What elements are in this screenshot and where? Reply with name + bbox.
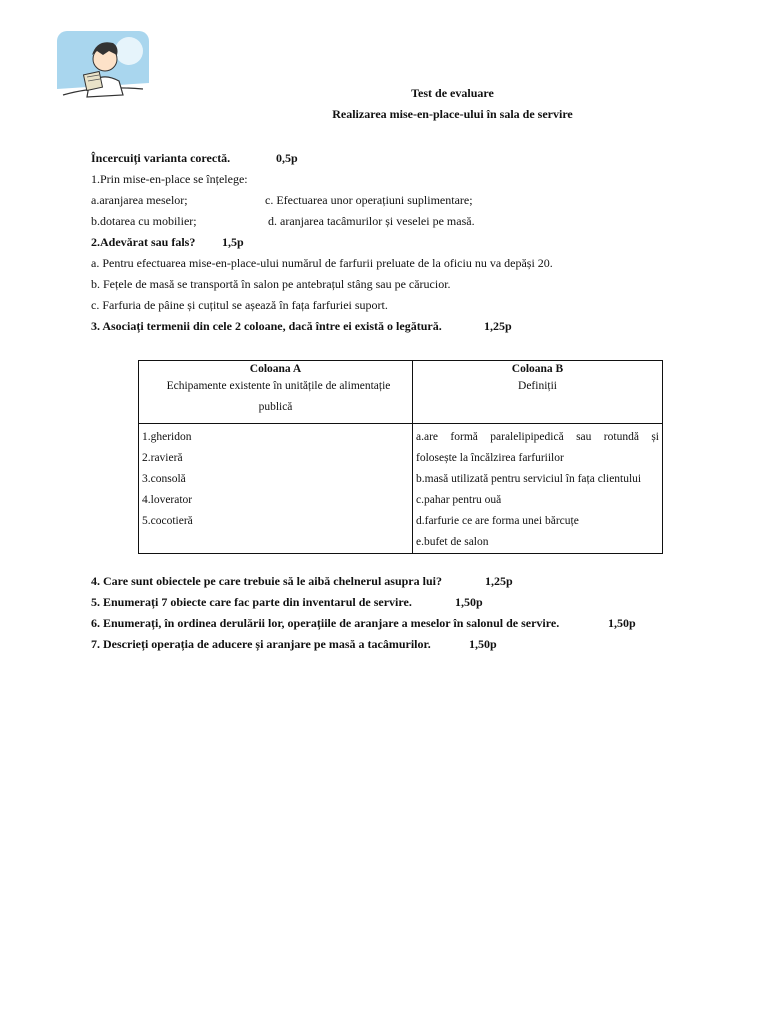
column-a-subtitle-line1: Echipamente existente în unitățile de alimentație bbox=[166, 380, 391, 392]
list-item: 5.cocotieră bbox=[142, 515, 193, 527]
list-item: 3.consolă bbox=[142, 473, 186, 485]
question-6-points: 1,50p bbox=[608, 616, 636, 630]
option-c: c. Efectuarea unor operațiuni suplimentare; bbox=[265, 193, 473, 207]
column-a-subtitle bbox=[142, 376, 409, 397]
section2-points: 1,5p bbox=[222, 235, 244, 249]
table-header-row bbox=[139, 361, 663, 424]
question-7: 7. Descrieți operația de aducere și aranjare pe masă a tacâmurilor. bbox=[91, 637, 431, 651]
question-1: 1.Prin mise-en-place se înțelege: bbox=[91, 172, 248, 186]
table-row bbox=[139, 424, 663, 554]
section2-heading: 2.Adevărat sau fals? bbox=[91, 235, 196, 249]
list-item: a.are formă paralelipipedică sau rotundă și bbox=[416, 431, 659, 443]
true-false-item: b. Fețele de masă se transportă în salon pe antebrațul stâng sau pe cărucior. bbox=[91, 277, 451, 291]
document-subtitle: Realizarea mise-en-place-ului în sala de servire bbox=[332, 107, 573, 121]
section1-points: 0,5p bbox=[276, 151, 298, 165]
question-4-points: 1,25p bbox=[485, 574, 513, 588]
column-a-list bbox=[139, 424, 413, 554]
list-item: c.pahar pentru ouă bbox=[416, 494, 502, 506]
document-title: Test de evaluare bbox=[411, 86, 494, 100]
column-b-header bbox=[413, 361, 663, 424]
column-a-subtitle-line2: publică bbox=[258, 401, 293, 413]
column-a-header bbox=[139, 361, 413, 424]
question-5: 5. Enumerați 7 obiecte care fac parte din inventarul de servire. bbox=[91, 595, 412, 609]
list-item: e.bufet de salon bbox=[416, 536, 489, 548]
list-item: d.farfurie ce are forma unei bărcuțe bbox=[416, 515, 579, 527]
list-item: b.masă utilizată pentru serviciul în fața clientului bbox=[416, 473, 642, 485]
list-item: folosește la încălzirea farfuriilor bbox=[416, 452, 564, 464]
section1-heading bbox=[91, 151, 230, 165]
association-table bbox=[138, 360, 663, 554]
section3-heading: 3. Asociați termenii din cele 2 coloane, dacă între ei există o legătură. bbox=[91, 319, 442, 333]
column-a-title: Coloana A bbox=[249, 363, 302, 375]
column-b-title: Coloana B bbox=[511, 363, 564, 375]
option-a: a.aranjarea meselor; bbox=[91, 193, 188, 207]
section1-instruction: Încercuiți varianta corectă. bbox=[91, 151, 231, 165]
list-item: 2.ravieră bbox=[142, 452, 183, 464]
list-item: 1.gheridon bbox=[142, 431, 192, 443]
question-6: 6. Enumerați, în ordinea derulării lor, operațiile de aranjare a meselor în salonul de servire. bbox=[91, 616, 560, 630]
true-false-item: c. Farfuria de pâine și cuțitul se așează în fața farfuriei suport. bbox=[91, 298, 388, 312]
section3-points: 1,25p bbox=[484, 319, 512, 333]
question-4: 4. Care sunt obiectele pe care trebuie să le aibă chelnerul asupra lui? bbox=[91, 574, 442, 588]
question-7-points: 1,50p bbox=[469, 637, 497, 651]
question-5-points: 1,50p bbox=[455, 595, 483, 609]
student-reading-icon bbox=[57, 31, 149, 111]
column-b-subtitle: Definiții bbox=[518, 380, 557, 392]
option-d: d. aranjarea tacâmurilor și veselei pe masă. bbox=[268, 214, 475, 228]
list-item: 4.loverator bbox=[142, 494, 193, 506]
option-b: b.dotarea cu mobilier; bbox=[91, 214, 197, 228]
column-b-list bbox=[413, 424, 663, 554]
true-false-item: a. Pentru efectuarea mise-en-place-ului numărul de farfurii preluate de la oficiu nu va depăși 20. bbox=[91, 256, 553, 270]
